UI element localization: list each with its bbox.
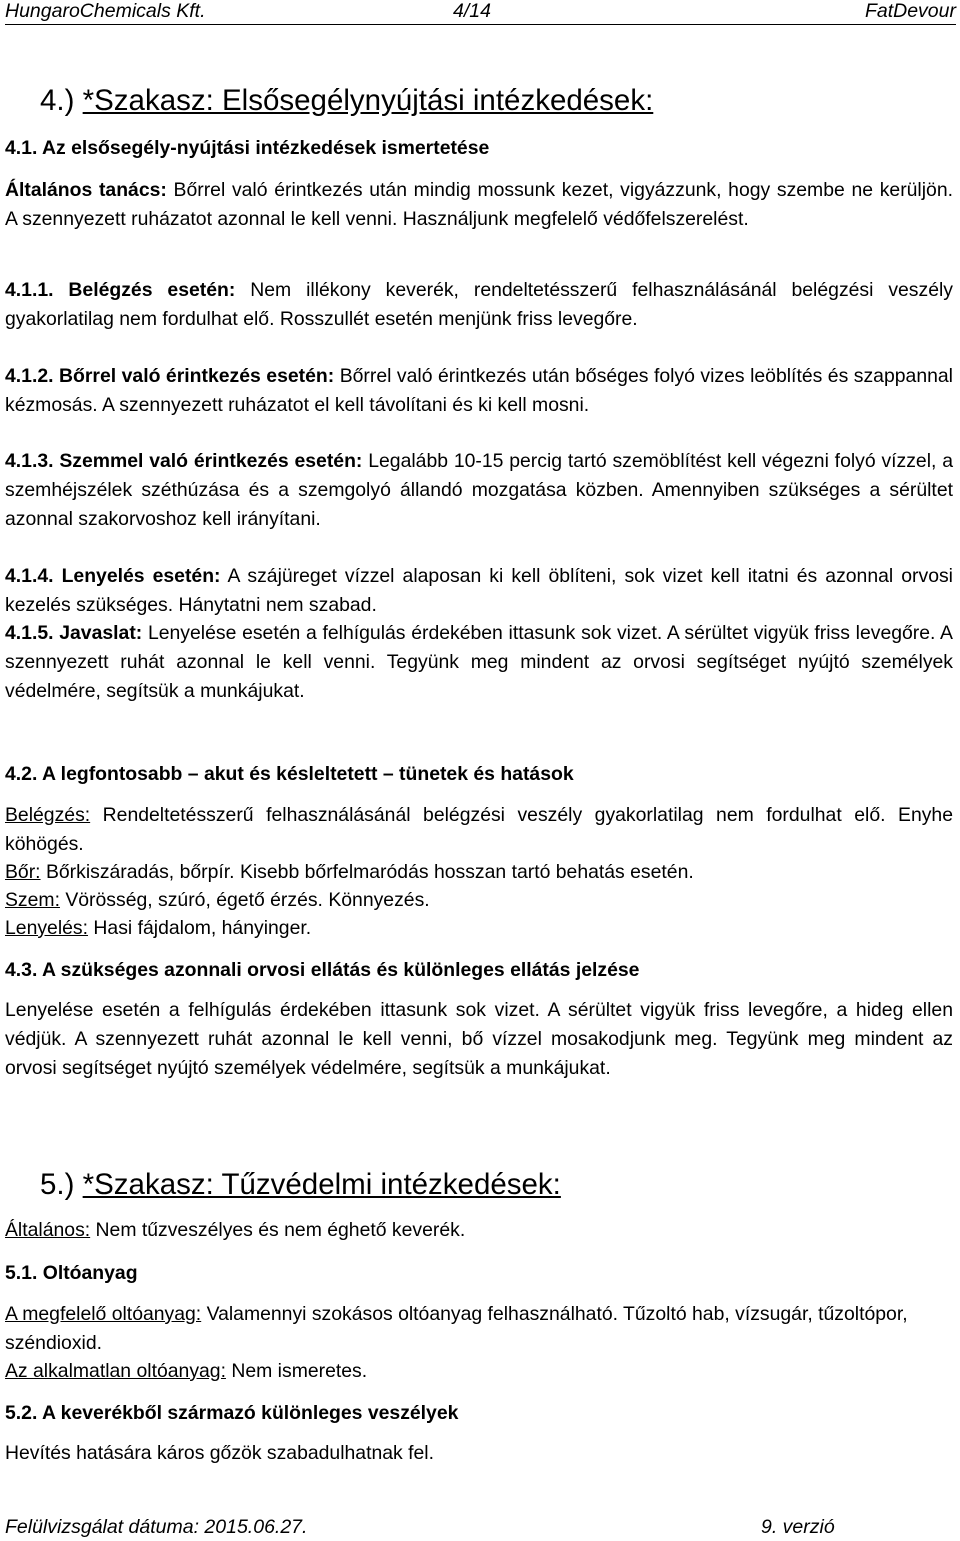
subsection-5-2-title: 5.2. A keverékből származó különleges veszélyek [5, 1402, 459, 1424]
subsection-5-2-text: Hevítés hatására káros gőzök szabadulhatnak fel. [5, 1442, 434, 1464]
company-name: HungaroChemicals Kft. [5, 0, 206, 22]
header-divider [5, 24, 956, 25]
subsection-4-3-title: 4.3. A szükséges azonnali orvosi ellátás és különleges ellátás jelzése [5, 959, 640, 981]
product-name: FatDevour [864, 0, 956, 22]
symptom-inhalation: Belégzés: Rendeltetésszerű felhasználásánál belégzési veszély gyakorlatilag nem fordulhat elő. Enyhe köhögés. [5, 804, 953, 855]
subsection-4-3-text: Lenyelése esetén a felhígulás érdekében ittasunk sok vizet. A sérültet vigyük friss levegőre, a hideg ellen védjük. A szennyezett ruhát azonnal le kell venni, bő vízzel mosakodjunk meg. Tegyünk meg mindent az orvosi segítséget nyújtó személyek védelmére, segítsük a munkájukat. [5, 999, 953, 1079]
unsuitable-extinguishing-media: Az alkalmatlan oltóanyag: Nem ismeretes. [5, 1360, 368, 1382]
item-4-1-3: 4.1.3. Szemmel való érintkezés esetén: Legalább 10-15 percig tartó szemöblítést kell végezni folyó vízzel, a szemhéjszélek széthúzása és a szemgolyó állandó mozgatása közben. Amennyiben szükséges a sérültet azonnal szakorvoshoz kell irányítani. [5, 450, 954, 530]
symptom-skin: Bőr: Bőrkiszáradás, bőrpír. Kisebb bőrfelmaródás hosszan tartó behatás esetén. [5, 861, 694, 883]
item-4-1-1: 4.1.1. Belégzés esetén: Nem illékony keverék, rendeltetésszerű felhasználásánál belégzési veszély gyakorlatilag nem fordulhat elő. Rosszullét esetén menjünk friss levegőre. [5, 279, 953, 330]
section-4-title-text: *Szakasz: Elsősegélynyújtási intézkedések: [82, 84, 654, 117]
item-4-1-4: 4.1.4. Lenyelés esetén: A szájüreget vízzel alaposan ki kell öblíteni, sok vizet kell itatni és azonnal orvosi kezelés szükséges. Hánytatni nem szabad. [5, 565, 953, 616]
page-footer [5, 1516, 956, 1539]
item-4-1-2: 4.1.2. Bőrrel való érintkezés esetén: Bőrrel való érintkezés után bőséges folyó vizes leöblítés és szappannal kézmosás. A szennyezett ruházatot el kell távolítani és ki kell mosni. [5, 365, 953, 416]
version: 9. verzió [761, 1516, 835, 1538]
symptom-eye: Szem: Vörösség, szúró, égető érzés. Könnyezés. [5, 889, 430, 911]
page-number: 4/14 [453, 0, 491, 22]
page-header [5, 0, 956, 26]
section-5-title: 5.) *Szakasz: Tűzvédelmi intézkedések: [40, 1168, 561, 1201]
subsection-4-1-title: 4.1. Az elsősegély-nyújtási intézkedések ismertetése [5, 137, 490, 159]
general-advice: Általános tanács: Bőrrel való érintkezés után mindig mossunk kezet, vigyázzunk, hogy szembe ne kerüljön. A szennyezett ruházatot azonnal le kell venni. Használjunk megfelelő védőfelszerelést. [5, 179, 954, 230]
section-4-title: 4.) *Szakasz: Elsősegélynyújtási intézkedések: [40, 84, 654, 117]
section-5-title-text: *Szakasz: Tűzvédelmi intézkedések: [82, 1168, 561, 1201]
subsection-5-1-title: 5.1. Oltóanyag [5, 1262, 138, 1284]
suitable-extinguishing-media: A megfelelő oltóanyag: Valamennyi szokásos oltóanyag felhasználható. Tűzoltó hab, vízsugár, tűzoltópor, széndioxid. [5, 1303, 908, 1354]
symptom-ingestion: Lenyelés: Hasi fájdalom, hányinger. [5, 917, 312, 939]
review-date: Felülvizsgálat dátuma: 2015.06.27. [5, 1516, 308, 1538]
subsection-4-2-title: 4.2. A legfontosabb – akut és késleltetett – tünetek és hatások [5, 763, 574, 785]
section-5-general: Általános: Nem tűzveszélyes és nem éghető keverék. [5, 1219, 466, 1241]
item-4-1-5: 4.1.5. Javaslat: Lenyelése esetén a felhígulás érdekében ittasunk sok vizet. A sérültet vigyük friss levegőre. A szennyezett ruhát azonnal le kell venni. Tegyünk meg mindent az orvosi segítséget nyújtó személyek védelmére, segítsük a munkájukat. [5, 622, 953, 702]
